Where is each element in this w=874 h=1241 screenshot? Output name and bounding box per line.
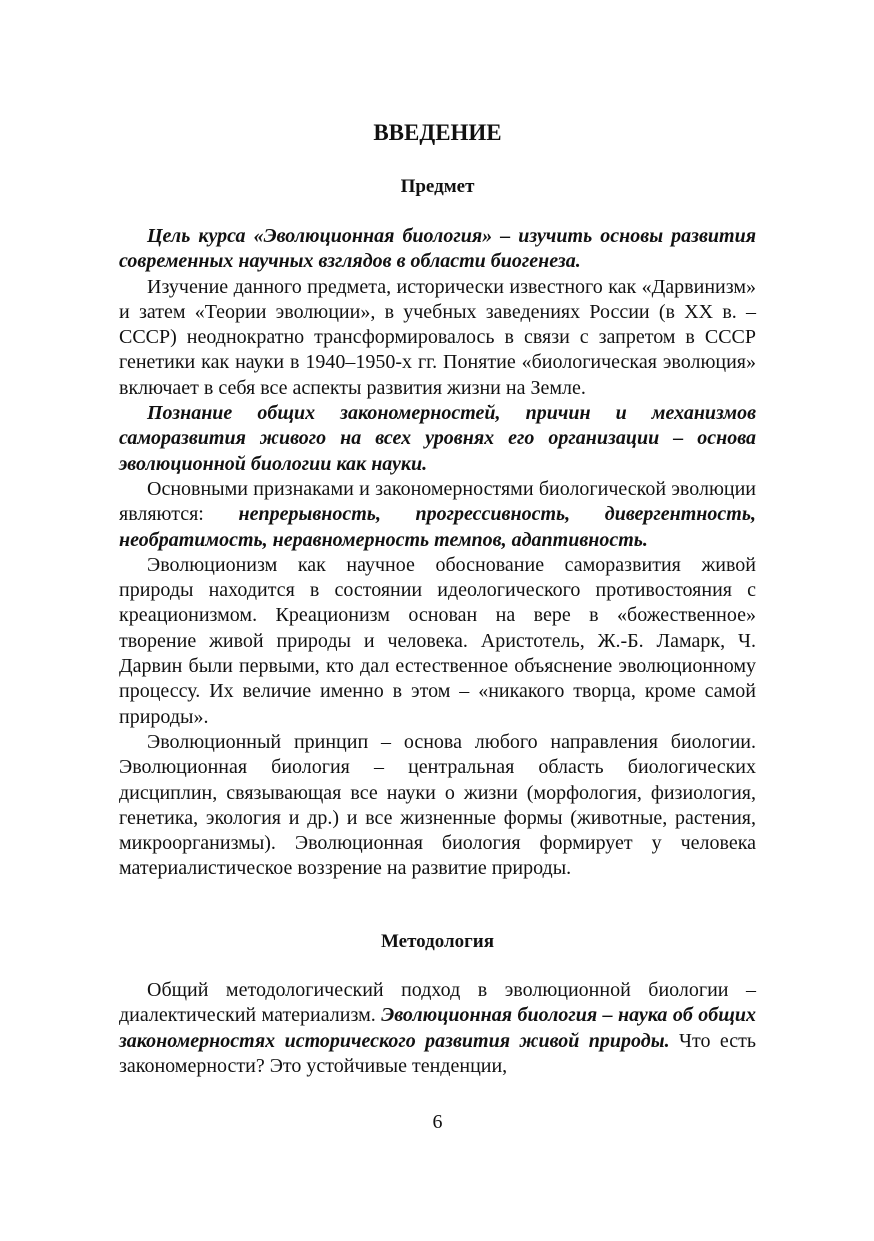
paragraph-creationism: Эволюционизм как научное обоснование саморазвития живой природы находится в состоянии идеологического противостояния с креационизмом. Креационизм основан на вере в «божественное» творение живой природы и человека. Аристотель, Ж.-Б. Ламарк, Ч. Дарвин были первыми, кто дал естественное объяснение эволюционному процессу. Их величие именно в этом – «никакого творца, кроме самой природы». xyxy=(119,553,756,728)
methodology-definition-text: Эволюционная биология – наука об общих закономерностях исторического развития живой природы. xyxy=(119,1004,757,1052)
paragraph-history: Изучение данного предмета, исторически известного как «Дарвинизм» и затем «Теории эволюции», в учебных заведениях России (в XX в. – СССР) неоднократно трансформировалось в связи с запретом в СССР генетики как науки в 1940–1950-х гг. Понятие «биологическая эволюция» включает в себя все аспекты развития жизни на Земле. xyxy=(119,275,756,399)
section-heading-subject: Предмет xyxy=(400,176,475,197)
methodology-tail-text: Что есть закономерности? Это устойчивые тенденции, xyxy=(119,1029,756,1077)
paragraph-principle: Эволюционный принцип – основа любого направления биологии. Эволюционная биология – центральная область биологических дисциплин, связывающая все науки о жизни (морфология, физиология, генетика, экология и др.) и все жизненные формы (животные, растения, микроорганизмы). Эволюционная биология формирует у человека материалистическое воззрение на развитие природы. xyxy=(119,730,756,880)
document-title: ВВЕДЕНИЕ xyxy=(373,120,502,145)
methodology-intro-text: Общий методологический подход в эволюционной биологии – диалектический материализм. xyxy=(119,979,756,1027)
paragraph-knowledge: Познание общих закономерностей, причин и механизмов саморазвития живого на всех уровнях его организации – основа эволюционной биологии как науки. xyxy=(119,402,756,475)
features-list-text: непрерывность, прогрессивность, дивергентность, необратимость, неравномерность темпов, адаптивность. xyxy=(119,503,756,551)
section-methodology-body xyxy=(119,978,756,1079)
paragraph-methodology xyxy=(119,978,756,1079)
page-number: 6 xyxy=(432,1111,443,1133)
section-heading-methodology: Методология xyxy=(380,931,495,952)
features-intro-text: Основными признаками и закономерностями биологической эволюции являются: xyxy=(119,477,756,526)
document-page xyxy=(119,0,756,1241)
paragraph-features xyxy=(119,477,756,553)
section-subject-body xyxy=(119,224,756,882)
paragraph-course-goal: Цель курса «Эволюционная биология» – изучить основы развития современных научных взглядов в области биогенеза. xyxy=(119,225,756,273)
